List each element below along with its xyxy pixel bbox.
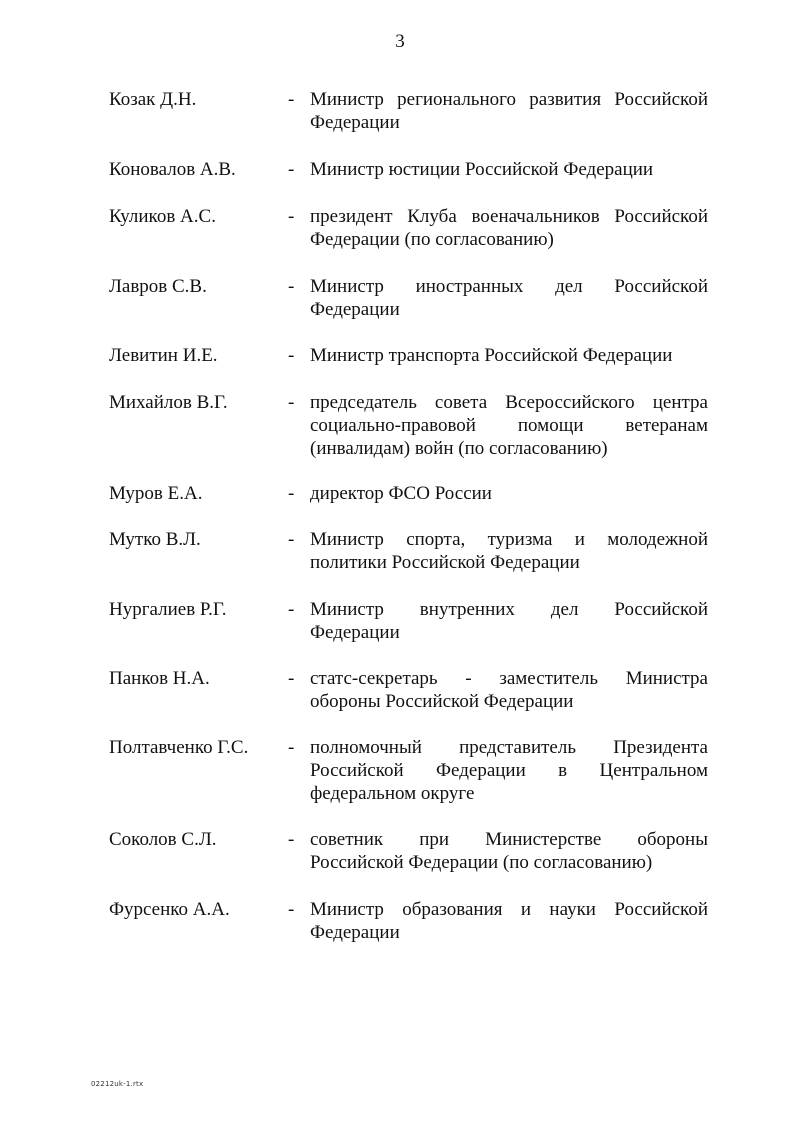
- member-name: Куликов А.С.: [109, 206, 216, 227]
- member-position: советник при Министерстве обороны Российской Федерации (по согласованию): [310, 829, 708, 873]
- member-position: директор ФСО России: [310, 483, 492, 504]
- member-name: Левитин И.Е.: [109, 345, 218, 366]
- entry-dash: -: [288, 206, 295, 227]
- member-name: Мутко В.Л.: [109, 529, 201, 550]
- entry-dash: -: [288, 392, 295, 413]
- document-code: 02212uk-1.rtx: [91, 1080, 144, 1088]
- member-position: президент Клуба военачальников Российской Федерации (по согласованию): [310, 206, 708, 250]
- member-name: Панков Н.А.: [109, 668, 210, 689]
- page-number: 3: [395, 31, 405, 52]
- member-name: Муров Е.А.: [109, 483, 203, 504]
- entry-dash: -: [288, 599, 295, 620]
- entry-dash: -: [288, 668, 295, 689]
- entry-dash: -: [288, 159, 295, 180]
- member-position: Министр регионального развития Российской Федерации: [310, 89, 708, 133]
- entry-dash: -: [288, 345, 295, 366]
- member-position: Министр транспорта Российской Федерации: [310, 345, 673, 366]
- entry-dash: -: [288, 89, 295, 110]
- entry-dash: -: [288, 529, 295, 550]
- member-position: полномочный представитель Президента Российской Федерации в Центральном федеральном округе: [310, 737, 708, 804]
- member-position: Министр образования и науки Российской Федерации: [310, 899, 708, 943]
- member-name: Соколов С.Л.: [109, 829, 217, 850]
- member-name: Фурсенко А.А.: [109, 899, 230, 920]
- member-name: Коновалов А.В.: [109, 159, 236, 180]
- member-name: Нургалиев Р.Г.: [109, 599, 227, 620]
- entry-dash: -: [288, 483, 295, 504]
- member-name: Козак Д.Н.: [109, 89, 197, 110]
- member-position: Министр иностранных дел Российской Федерации: [310, 276, 708, 320]
- entry-dash: -: [288, 276, 295, 297]
- member-name: Михайлов В.Г.: [109, 392, 228, 413]
- member-position: председатель совета Всероссийского центра социально-правовой помощи ветеранам (инвалидам) войн (по согласованию): [310, 392, 708, 459]
- member-name: Лавров С.В.: [109, 276, 207, 297]
- entry-dash: -: [288, 829, 295, 850]
- member-name: Полтавченко Г.С.: [109, 737, 249, 758]
- member-position: Министр юстиции Российской Федерации: [310, 159, 654, 180]
- member-position: Министр спорта, туризма и молодежной политики Российской Федерации: [310, 529, 708, 573]
- entry-dash: -: [288, 737, 295, 758]
- entry-dash: -: [288, 899, 295, 920]
- member-position: статс-секретарь - заместитель Министра обороны Российской Федерации: [310, 668, 708, 712]
- member-position: Министр внутренних дел Российской Федерации: [310, 599, 708, 643]
